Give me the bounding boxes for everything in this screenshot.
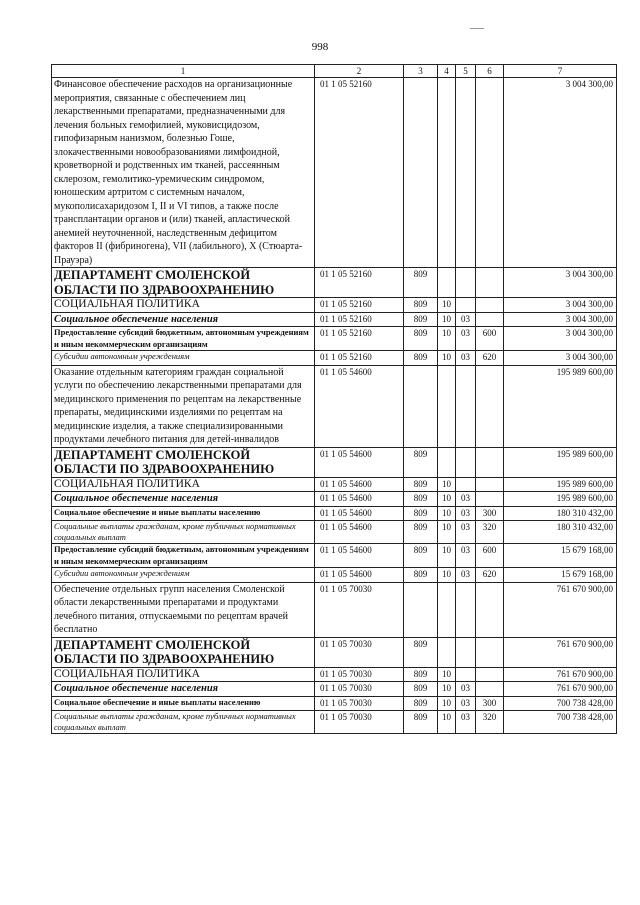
- target-article-code: 01 1 05 54600: [315, 492, 404, 507]
- table-row: [52, 637, 617, 667]
- section-code: 10: [438, 544, 456, 568]
- section-code: 10: [438, 696, 456, 711]
- row-description: Обеспечение отдельных групп населения Смоленской области лекарственными препаратами и продуктами лечебного питания, отпускаемыми по рецептам врачей бесплатно: [52, 582, 315, 637]
- target-article-code: 01 1 05 70030: [315, 682, 404, 697]
- table-row: [52, 521, 617, 544]
- table-row: [52, 477, 617, 492]
- row-amount: 3 004 300,00: [504, 268, 617, 298]
- row-amount: 15 679 168,00: [504, 568, 617, 583]
- table-row: [52, 582, 617, 637]
- subsection-code: 03: [456, 351, 476, 366]
- scan-mark: [470, 28, 484, 29]
- ministry-code: 809: [404, 637, 438, 667]
- row-amount: 3 004 300,00: [504, 312, 617, 327]
- subsection-code: 03: [456, 682, 476, 697]
- ministry-code: 809: [404, 327, 438, 351]
- section-code: 10: [438, 492, 456, 507]
- subsection-code: [456, 667, 476, 682]
- ministry-code: 809: [404, 492, 438, 507]
- row-description: Социальное обеспечение населения: [52, 312, 315, 327]
- row-description: ДЕПАРТАМЕНТ СМОЛЕНСКОЙ ОБЛАСТИ ПО ЗДРАВООХРАНЕНИЮ: [52, 637, 315, 667]
- table-row: [52, 298, 617, 313]
- ministry-code: 809: [404, 521, 438, 544]
- target-article-code: 01 1 05 70030: [315, 637, 404, 667]
- table-row: [52, 268, 617, 298]
- subsection-code: [456, 78, 476, 268]
- row-description: СОЦИАЛЬНАЯ ПОЛИТИКА: [52, 477, 315, 492]
- table-body: [52, 78, 617, 734]
- ministry-code: 809: [404, 447, 438, 477]
- row-description: Социальное обеспечение и иные выплаты населению: [52, 506, 315, 521]
- expense-type-code: [476, 637, 504, 667]
- row-amount: 3 004 300,00: [504, 298, 617, 313]
- subsection-code: 03: [456, 568, 476, 583]
- section-code: 10: [438, 351, 456, 366]
- section-code: 10: [438, 477, 456, 492]
- ministry-code: 809: [404, 268, 438, 298]
- table-row: [52, 327, 617, 351]
- subsection-code: 03: [456, 492, 476, 507]
- expense-type-code: 620: [476, 568, 504, 583]
- expense-type-code: [476, 268, 504, 298]
- row-amount: 15 679 168,00: [504, 544, 617, 568]
- column-header: 4: [438, 65, 456, 78]
- section-code: [438, 365, 456, 447]
- target-article-code: 01 1 05 70030: [315, 582, 404, 637]
- table-row: [52, 568, 617, 583]
- target-article-code: 01 1 05 52160: [315, 298, 404, 313]
- table-row: [52, 492, 617, 507]
- expense-type-code: [476, 667, 504, 682]
- expense-type-code: [476, 492, 504, 507]
- row-description: Финансовое обеспечение расходов на организационные мероприятия, связанные с обеспечением лиц лекарственными препаратами, предназначенными для лечения больных гемофилией, муковисцидозом, гипофизарным нанизмом, болезнью Гоше, злокачественными новообразованиями лимфоидной, кроветворной и родственных им тканей, рассеянным склерозом, гемолитико-уремическим синдромом, юношеским артритом с системным началом, мукополисахаридозом I, II и VI типов, а также после трансплантации органов и (или) тканей, апластической анемией неуточненной, наследственным дефицитом факторов II (фибриногена), VII (лабильного), X (Стюарта-Прауэра): [52, 78, 315, 268]
- target-article-code: 01 1 05 54600: [315, 521, 404, 544]
- section-code: 10: [438, 521, 456, 544]
- section-code: [438, 268, 456, 298]
- subsection-code: [456, 637, 476, 667]
- row-amount: 3 004 300,00: [504, 78, 617, 268]
- row-amount: 195 989 600,00: [504, 492, 617, 507]
- subsection-code: [456, 298, 476, 313]
- table-row: [52, 696, 617, 711]
- ministry-code: [404, 582, 438, 637]
- subsection-code: [456, 447, 476, 477]
- ministry-code: 809: [404, 696, 438, 711]
- section-code: [438, 447, 456, 477]
- target-article-code: 01 1 05 52160: [315, 351, 404, 366]
- table-row: [52, 447, 617, 477]
- ministry-code: 809: [404, 544, 438, 568]
- target-article-code: 01 1 05 52160: [315, 312, 404, 327]
- expense-type-code: 300: [476, 696, 504, 711]
- row-description: Предоставление субсидий бюджетным, автономным учреждениям и иным некоммерческим организациям: [52, 327, 315, 351]
- section-code: 10: [438, 667, 456, 682]
- row-description: Субсидии автономным учреждениям: [52, 568, 315, 583]
- subsection-code: [456, 365, 476, 447]
- row-description: Социальное обеспечение и иные выплаты населению: [52, 696, 315, 711]
- row-description: Социальное обеспечение населения: [52, 492, 315, 507]
- expense-type-code: 600: [476, 544, 504, 568]
- ministry-code: 809: [404, 298, 438, 313]
- column-header: 3: [404, 65, 438, 78]
- ministry-code: [404, 365, 438, 447]
- row-description: СОЦИАЛЬНАЯ ПОЛИТИКА: [52, 667, 315, 682]
- row-amount: 761 670 900,00: [504, 637, 617, 667]
- expense-type-code: [476, 312, 504, 327]
- expense-type-code: 320: [476, 711, 504, 734]
- budget-table: [51, 64, 617, 734]
- row-description: ДЕПАРТАМЕНТ СМОЛЕНСКОЙ ОБЛАСТИ ПО ЗДРАВООХРАНЕНИЮ: [52, 447, 315, 477]
- row-amount: 195 989 600,00: [504, 477, 617, 492]
- column-header: 1: [52, 65, 315, 78]
- row-description: Оказание отдельным категориям граждан социальной услуги по обеспечению лекарственными препаратами для медицинского применения по рецептам на лекарственные препараты, медицинскими изделиями по рецептам на медицинские изделия, а также специализированными продуктами лечебного питания для детей-инвалидов: [52, 365, 315, 447]
- table-row: [52, 365, 617, 447]
- subsection-code: [456, 477, 476, 492]
- ministry-code: 809: [404, 477, 438, 492]
- row-amount: 761 670 900,00: [504, 667, 617, 682]
- table-row: [52, 312, 617, 327]
- target-article-code: 01 1 05 70030: [315, 711, 404, 734]
- section-code: 10: [438, 506, 456, 521]
- section-code: 10: [438, 312, 456, 327]
- table-row: [52, 544, 617, 568]
- expense-type-code: [476, 365, 504, 447]
- ministry-code: [404, 78, 438, 268]
- table-row: [52, 506, 617, 521]
- target-article-code: 01 1 05 54600: [315, 506, 404, 521]
- row-amount: 700 738 428,00: [504, 696, 617, 711]
- expense-type-code: [476, 78, 504, 268]
- row-description: Социальное обеспечение населения: [52, 682, 315, 697]
- row-description: Предоставление субсидий бюджетным, автономным учреждениям и иным некоммерческим организациям: [52, 544, 315, 568]
- subsection-code: 03: [456, 312, 476, 327]
- expense-type-code: [476, 298, 504, 313]
- ministry-code: 809: [404, 351, 438, 366]
- section-code: [438, 78, 456, 268]
- row-amount: 761 670 900,00: [504, 682, 617, 697]
- expense-type-code: [476, 477, 504, 492]
- section-code: [438, 582, 456, 637]
- row-description: Социальные выплаты гражданам, кроме публичных нормативных социальных выплат: [52, 711, 315, 734]
- ministry-code: 809: [404, 568, 438, 583]
- ministry-code: 809: [404, 682, 438, 697]
- section-code: 10: [438, 327, 456, 351]
- target-article-code: 01 1 05 54600: [315, 568, 404, 583]
- expense-type-code: [476, 447, 504, 477]
- ministry-code: 809: [404, 711, 438, 734]
- row-amount: 761 670 900,00: [504, 582, 617, 637]
- table-row: [52, 667, 617, 682]
- expense-type-code: 620: [476, 351, 504, 366]
- subsection-code: 03: [456, 696, 476, 711]
- expense-type-code: [476, 682, 504, 697]
- section-code: 10: [438, 568, 456, 583]
- ministry-code: 809: [404, 667, 438, 682]
- row-amount: 3 004 300,00: [504, 327, 617, 351]
- expense-type-code: 320: [476, 521, 504, 544]
- row-description: СОЦИАЛЬНАЯ ПОЛИТИКА: [52, 298, 315, 313]
- table-row: [52, 78, 617, 268]
- target-article-code: 01 1 05 54600: [315, 447, 404, 477]
- header-row: [52, 65, 617, 78]
- subsection-code: [456, 268, 476, 298]
- column-header: 7: [504, 65, 617, 78]
- row-amount: 700 738 428,00: [504, 711, 617, 734]
- subsection-code: 03: [456, 506, 476, 521]
- row-description: ДЕПАРТАМЕНТ СМОЛЕНСКОЙ ОБЛАСТИ ПО ЗДРАВООХРАНЕНИЮ: [52, 268, 315, 298]
- subsection-code: 03: [456, 544, 476, 568]
- column-header: 6: [476, 65, 504, 78]
- target-article-code: 01 1 05 54600: [315, 544, 404, 568]
- ministry-code: 809: [404, 312, 438, 327]
- table-row: [52, 351, 617, 366]
- column-header: 2: [315, 65, 404, 78]
- expense-type-code: 300: [476, 506, 504, 521]
- subsection-code: 03: [456, 327, 476, 351]
- section-code: 10: [438, 711, 456, 734]
- subsection-code: 03: [456, 711, 476, 734]
- expense-type-code: [476, 582, 504, 637]
- subsection-code: [456, 582, 476, 637]
- row-amount: 195 989 600,00: [504, 365, 617, 447]
- table-row: [52, 682, 617, 697]
- target-article-code: 01 1 05 52160: [315, 78, 404, 268]
- target-article-code: 01 1 05 52160: [315, 268, 404, 298]
- target-article-code: 01 1 05 70030: [315, 667, 404, 682]
- target-article-code: 01 1 05 70030: [315, 696, 404, 711]
- row-description: Социальные выплаты гражданам, кроме публичных нормативных социальных выплат: [52, 521, 315, 544]
- row-amount: 180 310 432,00: [504, 521, 617, 544]
- row-amount: 195 989 600,00: [504, 447, 617, 477]
- subsection-code: 03: [456, 521, 476, 544]
- expense-type-code: 600: [476, 327, 504, 351]
- section-code: [438, 637, 456, 667]
- section-code: 10: [438, 298, 456, 313]
- target-article-code: 01 1 05 54600: [315, 365, 404, 447]
- ministry-code: 809: [404, 506, 438, 521]
- target-article-code: 01 1 05 54600: [315, 477, 404, 492]
- target-article-code: 01 1 05 52160: [315, 327, 404, 351]
- page-number: 998: [311, 41, 329, 53]
- section-code: 10: [438, 682, 456, 697]
- row-description: Субсидии автономным учреждениям: [52, 351, 315, 366]
- row-amount: 180 310 432,00: [504, 506, 617, 521]
- table-row: [52, 711, 617, 734]
- column-header: 5: [456, 65, 476, 78]
- row-amount: 3 004 300,00: [504, 351, 617, 366]
